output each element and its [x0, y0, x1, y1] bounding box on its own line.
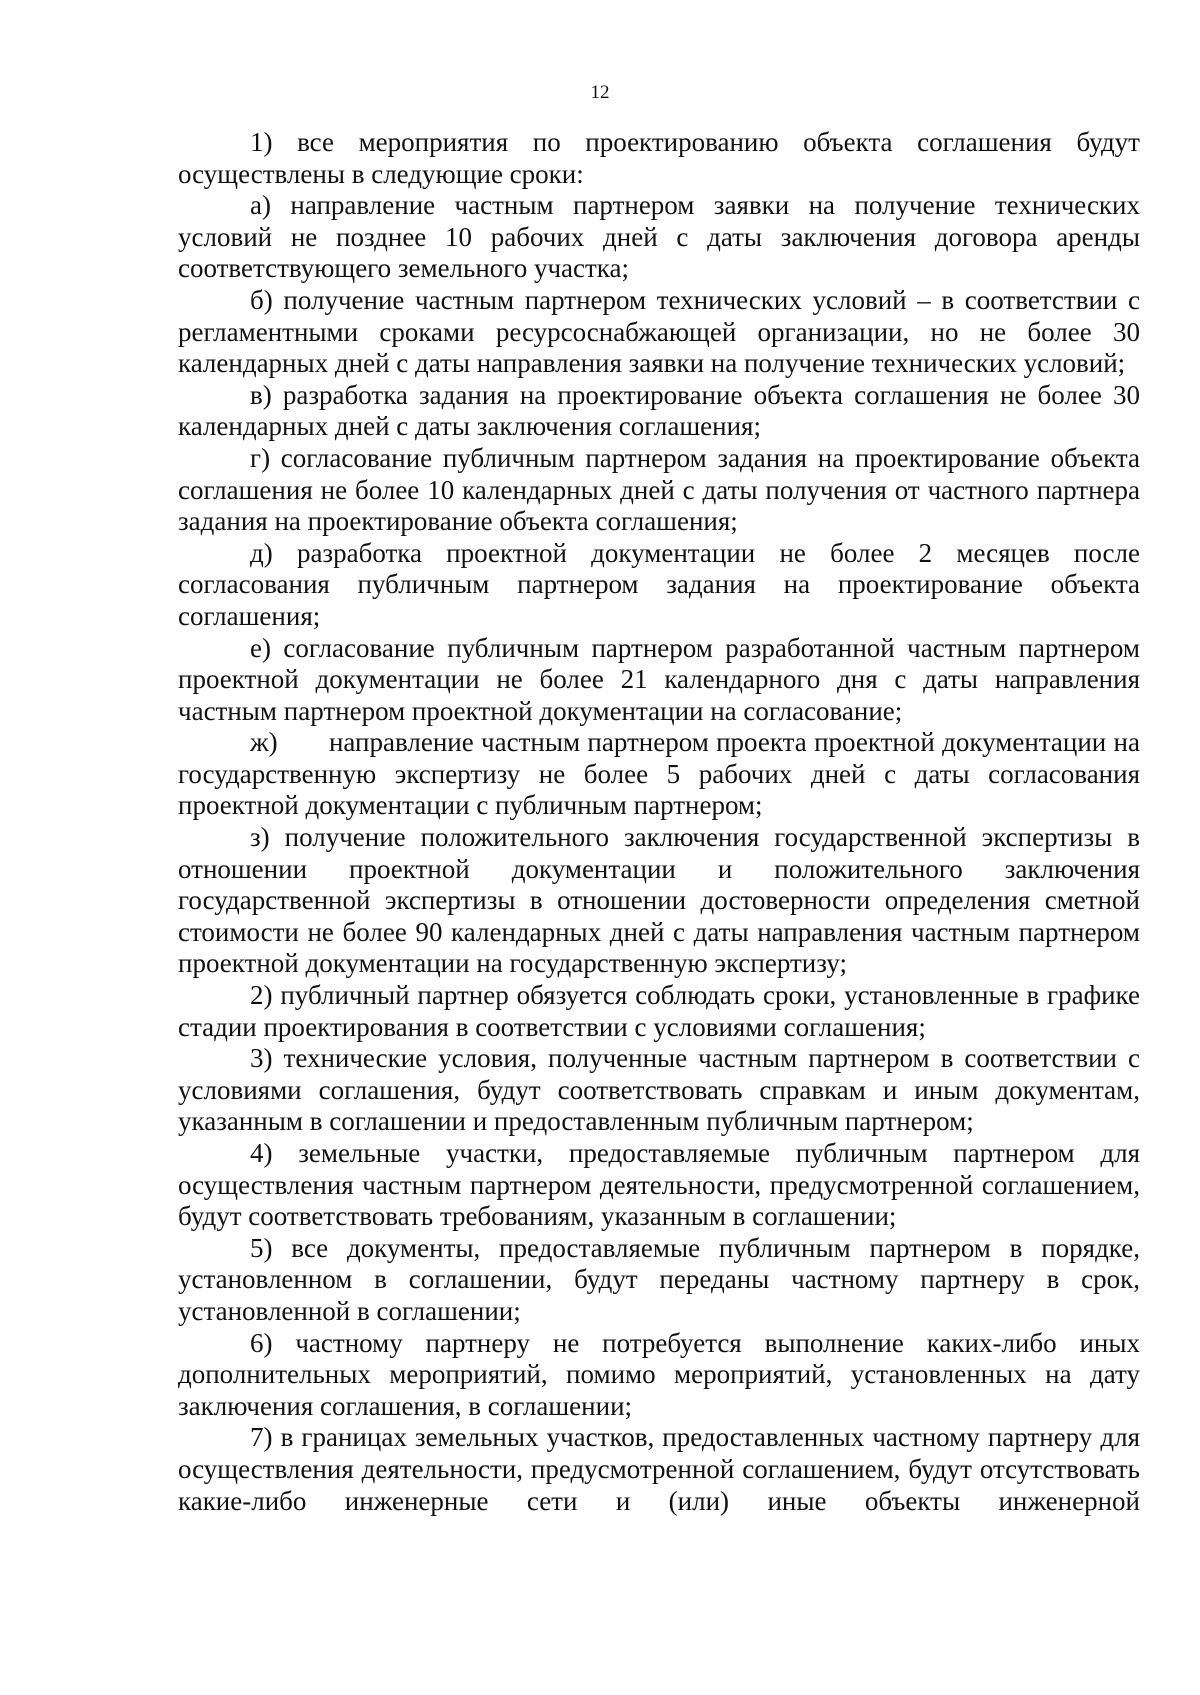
paragraph-item-4: 4) земельные участки, предоставляемые публичным партнером для осуществления частным партнером деятельности, предусмотренной соглашением, будут соответствовать требованиям, указанным в соглашении; — [178, 1138, 1140, 1232]
paragraph-item-3: 3) технические условия, полученные частным партнером в соответствии с условиями соглашения, будут соответствовать справкам и иным документам, указанным в соглашении и предоставленным публичным партнером; — [178, 1043, 1140, 1137]
paragraph-subitem-b: б) получение частным партнером технических условий – в соответствии с регламентными сроками ресурсоснабжающей организации, но не более 30 календарных дней с даты направления заявки на получение технических условий; — [178, 284, 1140, 379]
paragraph-subitem-e: е) согласование публичным партнером разработанной частным партнером проектной документации не более 21 календарного дня с даты направления частным партнером проектной документации на согласование; — [178, 632, 1140, 726]
paragraph-subitem-g: г) согласование публичным партнером задания на проектирование объекта соглашения не более 10 календарных дней с даты получения от частного партнера задания на проектирование объекта соглашения; — [178, 442, 1140, 537]
paragraph-item-2: 2) публичный партнер обязуется соблюдать сроки, установленные в графике стадии проектирования в соответствии с условиями соглашения; — [178, 980, 1140, 1042]
paragraph-item-6: 6) частному партнеру не потребуется выполнение каких-либо иных дополнительных мероприятий, помимо мероприятий, установленных на дату заключения соглашения, в соглашении; — [178, 1327, 1140, 1421]
paragraph-item-5: 5) все документы, предоставляемые публичным партнером в порядке, установленном в соглашении, будут переданы частному партнеру в срок, установленной в соглашении; — [178, 1232, 1140, 1326]
paragraph-subitem-a: а) направление частным партнером заявки на получение технических условий не позднее 10 рабочих дней с даты заключения договора аренды соответствующего земельного участка; — [178, 190, 1140, 284]
document-body — [178, 127, 1147, 1517]
paragraph-item-7: 7) в границах земельных участков, предоставленных частному партнеру для осуществления деятельности, предусмотренной соглашением, будут отсутствовать какие-либо инженерные сети и (или) иные объекты инженерной — [178, 1422, 1140, 1516]
paragraph-item-1: 1) все мероприятия по проектированию объекта соглашения будут осуществлены в следующие сроки: — [178, 127, 1140, 189]
paragraph-subitem-zh: ж) направление частным партнером проекта проектной документации на государственную экспертизу не более 5 рабочих дней с даты согласования проектной документации с публичным партнером; — [178, 727, 1147, 821]
paragraph-subitem-z: з) получение положительного заключения государственной экспертизы в отношении проектной документации и положительного заключения государственной экспертизы в отношении достоверности определения сметной стоимости не более 90 календарных дней с даты направления частным партнером проектной документации на государственную экспертизу; — [178, 822, 1140, 979]
page-number: 12 — [590, 82, 610, 103]
paragraph-subitem-v: в) разработка задания на проектирование объекта соглашения не более 30 календарных дней с даты заключения соглашения; — [178, 379, 1140, 442]
paragraph-subitem-d: д) разработка проектной документации не более 2 месяцев после согласования публичным партнером задания на проектирование объекта соглашения; — [178, 537, 1140, 631]
